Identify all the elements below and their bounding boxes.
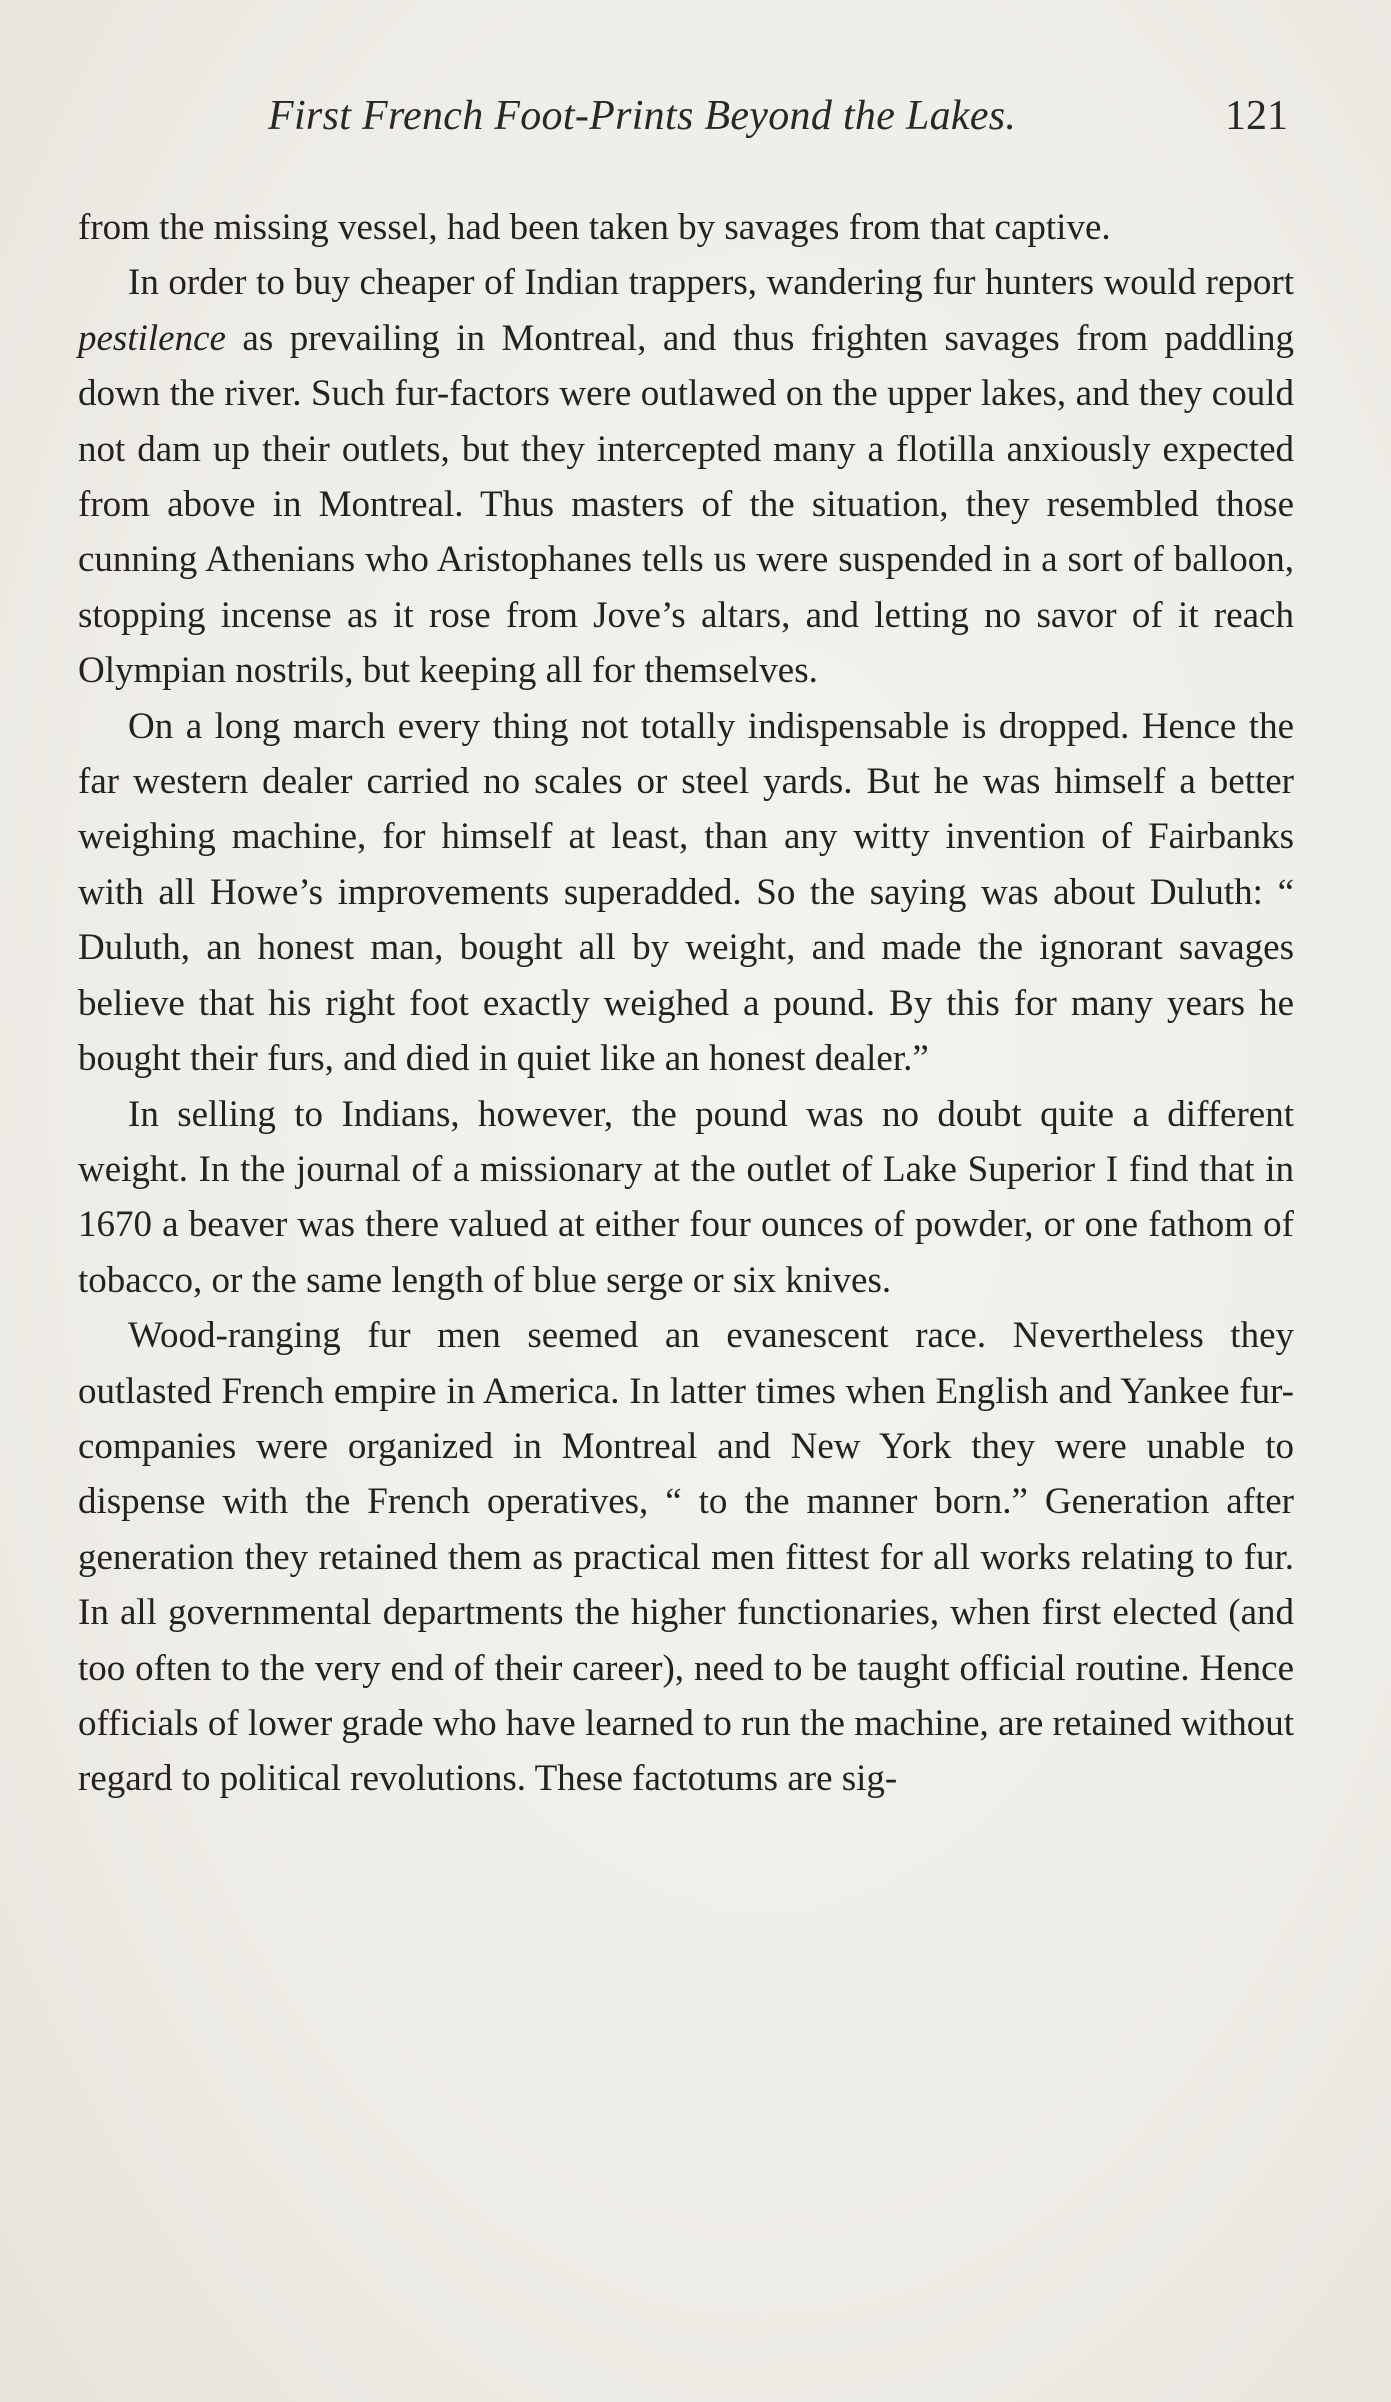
body-text — [78, 200, 1294, 1807]
paragraph — [78, 699, 1294, 1087]
page-header — [268, 92, 1288, 152]
paragraph — [78, 255, 1294, 698]
page-number: 121 — [1225, 93, 1288, 139]
running-title: First French Foot-Prints Beyond the Lakes. — [268, 93, 1017, 139]
paragraph — [78, 1308, 1294, 1807]
text-run: as prevailing in Montreal, and thus frighten savages from paddling down the river. Such fur-factors were outlawed on the upper lakes, and they could not dam up their outlets, but they intercepted many a flotilla anxiously expected from above in Montreal. Thus masters of the situation, they resembled those cunning Athenians who Aristophanes tells us were suspended in a sort of balloon, stopping incense as it rose from Jove’s altars, and letting no savor of it reach Olympian nostrils, but keeping all for themselves. — [78, 317, 1294, 692]
italic-word: pestilence — [78, 317, 226, 359]
text-run: In selling to Indians, however, the pound was no doubt quite a different weight. In the journal of a missionary at the outlet of Lake Superior I find that in 1670 a beaver was there valued at either four ounces of powder, or one fathom of tobacco, or the same length of blue serge or six knives. — [78, 1093, 1294, 1301]
paragraph — [78, 1087, 1294, 1309]
text-run: Wood-ranging fur men seemed an evanescent race. Nevertheless they outlasted French empire in America. In latter times when English and Yankee fur-companies were organized in Montreal and New York they were unable to dispense with the French operatives, “ to the manner born.” Generation after generation they retained them as practical men fittest for all works relating to fur. In all governmental departments the higher functionaries, when first elected (and too often to the very end of their career), need to be taught official routine. Hence officials of lower grade who have learned to run the machine, are retained without regard to political revolutions. These factotums are sig- — [78, 1315, 1294, 1800]
text-run: On a long march every thing not totally indispensable is dropped. Hence the far western dealer carried no scales or steel yards. But he was himself a better weighing machine, for himself at least, than any witty invention of Fairbanks with all Howe’s improvements superadded. So the saying was about Duluth: “ Duluth, an honest man, bought all by weight, and made the ignorant savages believe that his right foot exactly weighed a pound. By this for many years he bought their furs, and died in quiet like an honest dealer.” — [78, 705, 1294, 1080]
text-run: from the missing vessel, had been taken by savages from that captive. — [78, 207, 1111, 248]
paragraph — [78, 200, 1294, 255]
text-run: In order to buy cheaper of Indian trappers, wandering fur hunters would report — [128, 262, 1294, 304]
